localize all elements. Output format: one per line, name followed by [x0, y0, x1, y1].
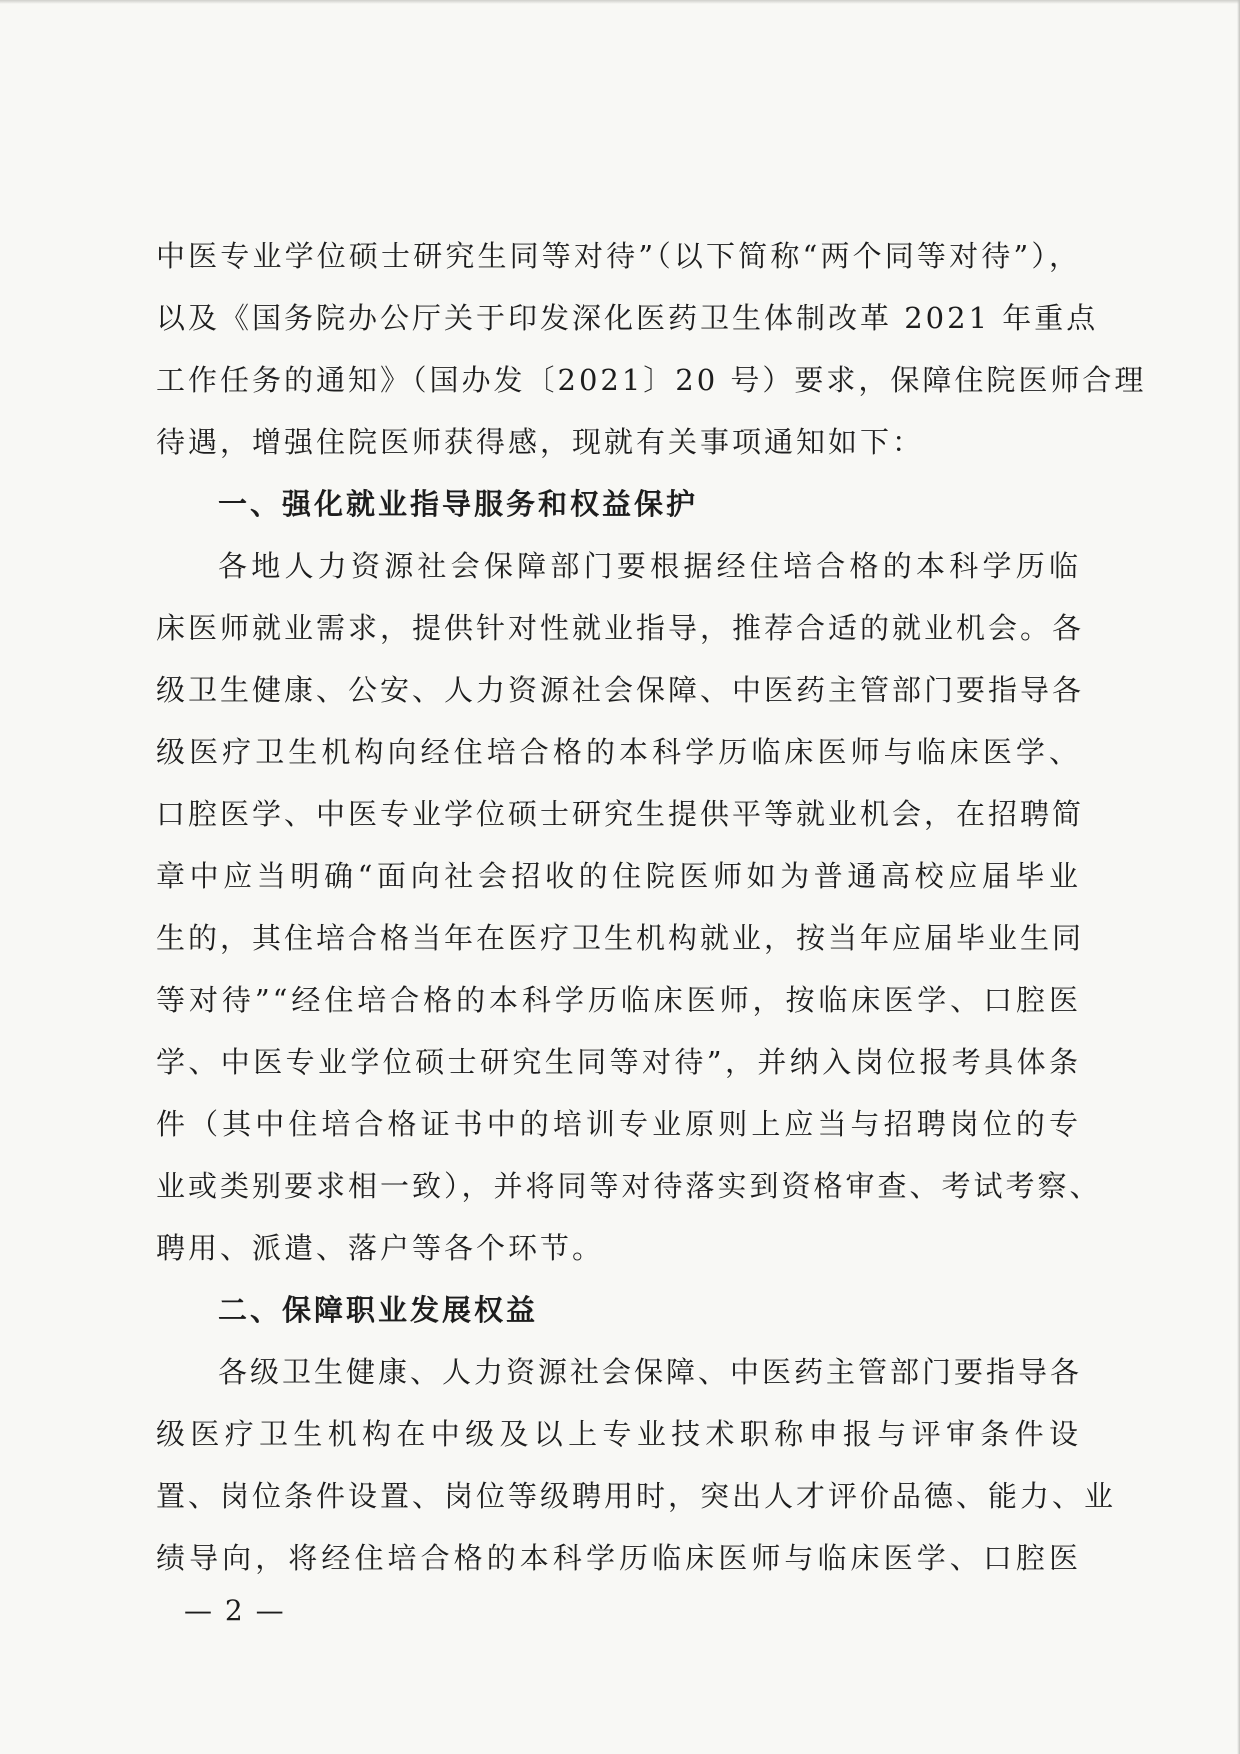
body-line: 章中应当明确“面向社会招收的住院医师如为普通高校应届毕业	[156, 859, 1081, 893]
body-line: 生的，其住培合格当年在医疗卫生机构就业，按当年应届毕业生同	[156, 921, 1085, 955]
body-line: 工作任务的通知》（国办发〔2021〕20 号）要求，保障住院医师合理	[156, 363, 1147, 397]
body-line: 各地人力资源社会保障部门要根据经住培合格的本科学历临	[218, 549, 1081, 583]
body-line: 各级卫生健康、人力资源社会保障、中医药主管部门要指导各	[218, 1355, 1083, 1389]
scan-top-edge	[0, 0, 1240, 4]
body-line: 绩导向，将经住培合格的本科学历临床医师与临床医学、口腔医	[156, 1541, 1081, 1575]
document-body	[156, 225, 1147, 1589]
section-heading-2: 二、保障职业发展权益	[218, 1293, 539, 1327]
body-line: 待遇，增强住院医师获得感，现就有关事项通知如下：	[156, 425, 925, 459]
body-line: 级医疗卫生机构在中级及以上专业技术职称申报与评审条件设	[156, 1417, 1081, 1451]
page-number: — 2 —	[184, 1594, 286, 1627]
body-line: 级卫生健康、公安、人力资源社会保障、中医药主管部门要指导各	[156, 673, 1085, 707]
body-line: 聘用、派遣、落户等各个环节。	[156, 1231, 605, 1265]
body-line: 床医师就业需求，提供针对性就业指导，推荐合适的就业机会。各	[156, 611, 1085, 645]
body-line: 中医专业学位硕士研究生同等对待”（以下简称“两个同等对待”），	[156, 239, 1081, 273]
body-line: 学、中医专业学位硕士研究生同等对待”，并纳入岗位报考具体条	[156, 1045, 1081, 1079]
body-line: 置、岗位条件设置、岗位等级聘用时，突出人才评价品德、能力、业	[156, 1479, 1117, 1513]
body-line: 业或类别要求相一致），并将同等对待落实到资格审查、考试考察、	[156, 1169, 1102, 1203]
section-heading-1: 一、强化就业指导服务和权益保护	[218, 487, 699, 521]
body-line: 口腔医学、中医专业学位硕士研究生提供平等就业机会，在招聘简	[156, 797, 1085, 831]
body-line: 级医疗卫生机构向经住培合格的本科学历临床医师与临床医学、	[156, 735, 1081, 769]
body-line: 以及《国务院办公厅关于印发深化医药卫生体制改革 2021 年重点	[156, 301, 1099, 335]
body-line: 等对待”“经住培合格的本科学历临床医师，按临床医学、口腔医	[156, 983, 1081, 1017]
body-line: 件（其中住培合格证书中的培训专业原则上应当与招聘岗位的专	[156, 1107, 1081, 1141]
